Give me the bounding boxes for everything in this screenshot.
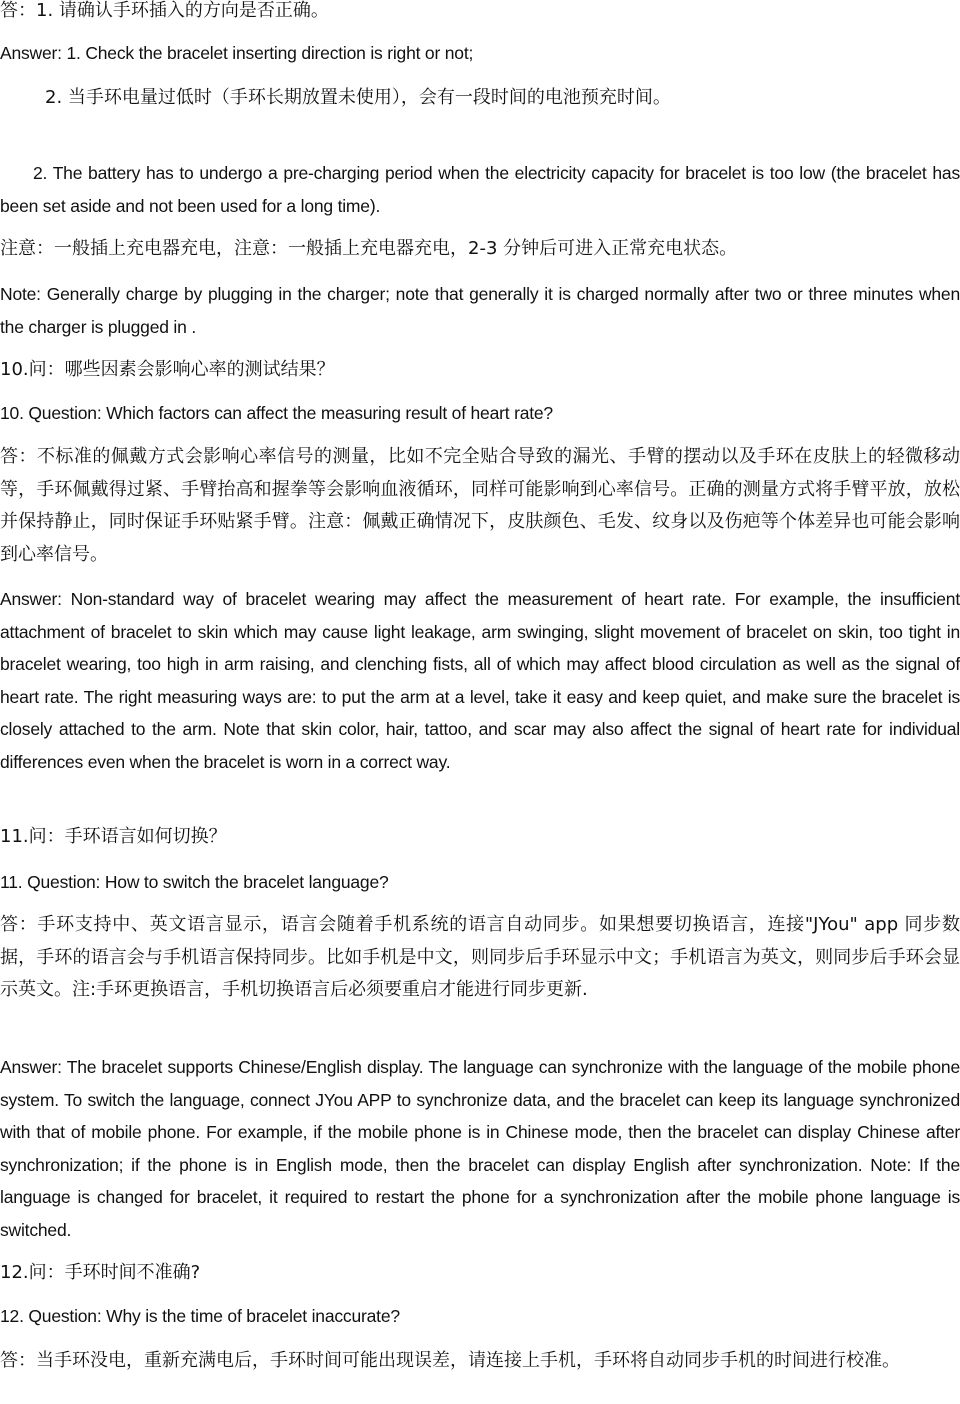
question-10-zh: 10.问：哪些因素会影响心率的测试结果？	[0, 359, 335, 380]
answer-9-zh-step-2: 2. 当手环电量过低时（手环长期放置未使用），会有一段时间的电池预充时间。	[45, 87, 671, 108]
answer-10-zh: 答：不标准的佩戴方式会影响心率信号的测量，比如不完全贴合导致的漏光、手臂的摆动以及手环在皮肤上的轻微移动等，手环佩戴得过紧、手臂抬高和握拳等会影响血液循环，同样可能影响到心率信号。正确的测量方式将手臂平放，放松并保持静止，同时保证手环贴紧手臂。注意：佩戴正确情况下，皮肤颜色、毛发、纹身以及伤疤等个体差异也可能会影响到心率信号。	[0, 446, 960, 565]
answer-9-en-step-2: 2. The battery has to undergo a pre-charging period when the electricity capacity for bracelet is too low (the bracelet has been set aside and not been used for a long time).	[0, 163, 960, 216]
answer-11-en: Answer: The bracelet supports Chinese/English display. The language can synchronize with the language of the mobile phone system. To switch the language, connect JYou APP to synchronize data, and the bracelet can keep its language synchronized with that of mobile phone. For example, if the mobile phone is in Chinese mode, then the bracelet can display Chinese after synchronization; if the phone is in English mode, then the bracelet can display English after synchronization. Note: If the language is changed for bracelet, it required to restart the phone for a synchronization after the mobile phone language is switched.	[0, 1057, 960, 1240]
answer-9-zh-step-1: 答：1. 请确认手环插入的方向是否正确。	[0, 0, 329, 21]
question-10-en: 10. Question: Which factors can affect the measuring result of heart rate?	[0, 403, 553, 423]
answer-11-zh: 答：手环支持中、英文语言显示，语言会随着手机系统的语言自动同步。如果想要切换语言，连接"JYou" app 同步数据，手环的语言会与手机语言保持同步。比如手机是中文，则同步后手环显示中文；手机语言为英文，则同步后手环会显示英文。注:手环更换语言，手机切换语言后必须要重启才能进行同步更新.	[0, 914, 960, 1000]
question-11-zh: 11.问：手环语言如何切换？	[0, 826, 227, 847]
question-12-en: 12. Question: Why is the time of bracelet inaccurate?	[0, 1306, 400, 1326]
answer-9-en-step-1: Answer: 1. Check the bracelet inserting direction is right or not;	[0, 43, 474, 63]
answer-12-zh: 答：当手环没电，重新充满电后，手环时间可能出现误差，请连接上手机，手环将自动同步手机的时间进行校准。	[0, 1350, 900, 1371]
answer-10-en: Answer: Non-standard way of bracelet wearing may affect the measurement of heart rate. For example, the insufficient attachment of bracelet to skin which may cause light leakage, arm swinging, slight movement of bracelet on skin, too tight in bracelet wearing, too high in arm raising, and clenching fists, all of which may affect blood circulation as well as the signal of heart rate. The right measuring ways are: to put the arm at a level, take it easy and keep quiet, and make sure the bracelet is closely attached to the arm. Note that skin color, hair, tattoo, and scar may also affect the signal of heart rate for individual differences even when the bracelet is worn in a correct way.	[0, 589, 960, 772]
note-9-en: Note: Generally charge by plugging in the charger; note that generally it is charged normally after two or three minutes when the charger is plugged in .	[0, 284, 960, 337]
question-11-en: 11. Question: How to switch the bracelet language?	[0, 872, 389, 892]
question-12-zh: 12.问：手环时间不准确?	[0, 1262, 201, 1283]
note-9-zh: 注意：一般插上充电器充电，注意：一般插上充电器充电，2-3 分钟后可进入正常充电状态。	[0, 238, 738, 259]
